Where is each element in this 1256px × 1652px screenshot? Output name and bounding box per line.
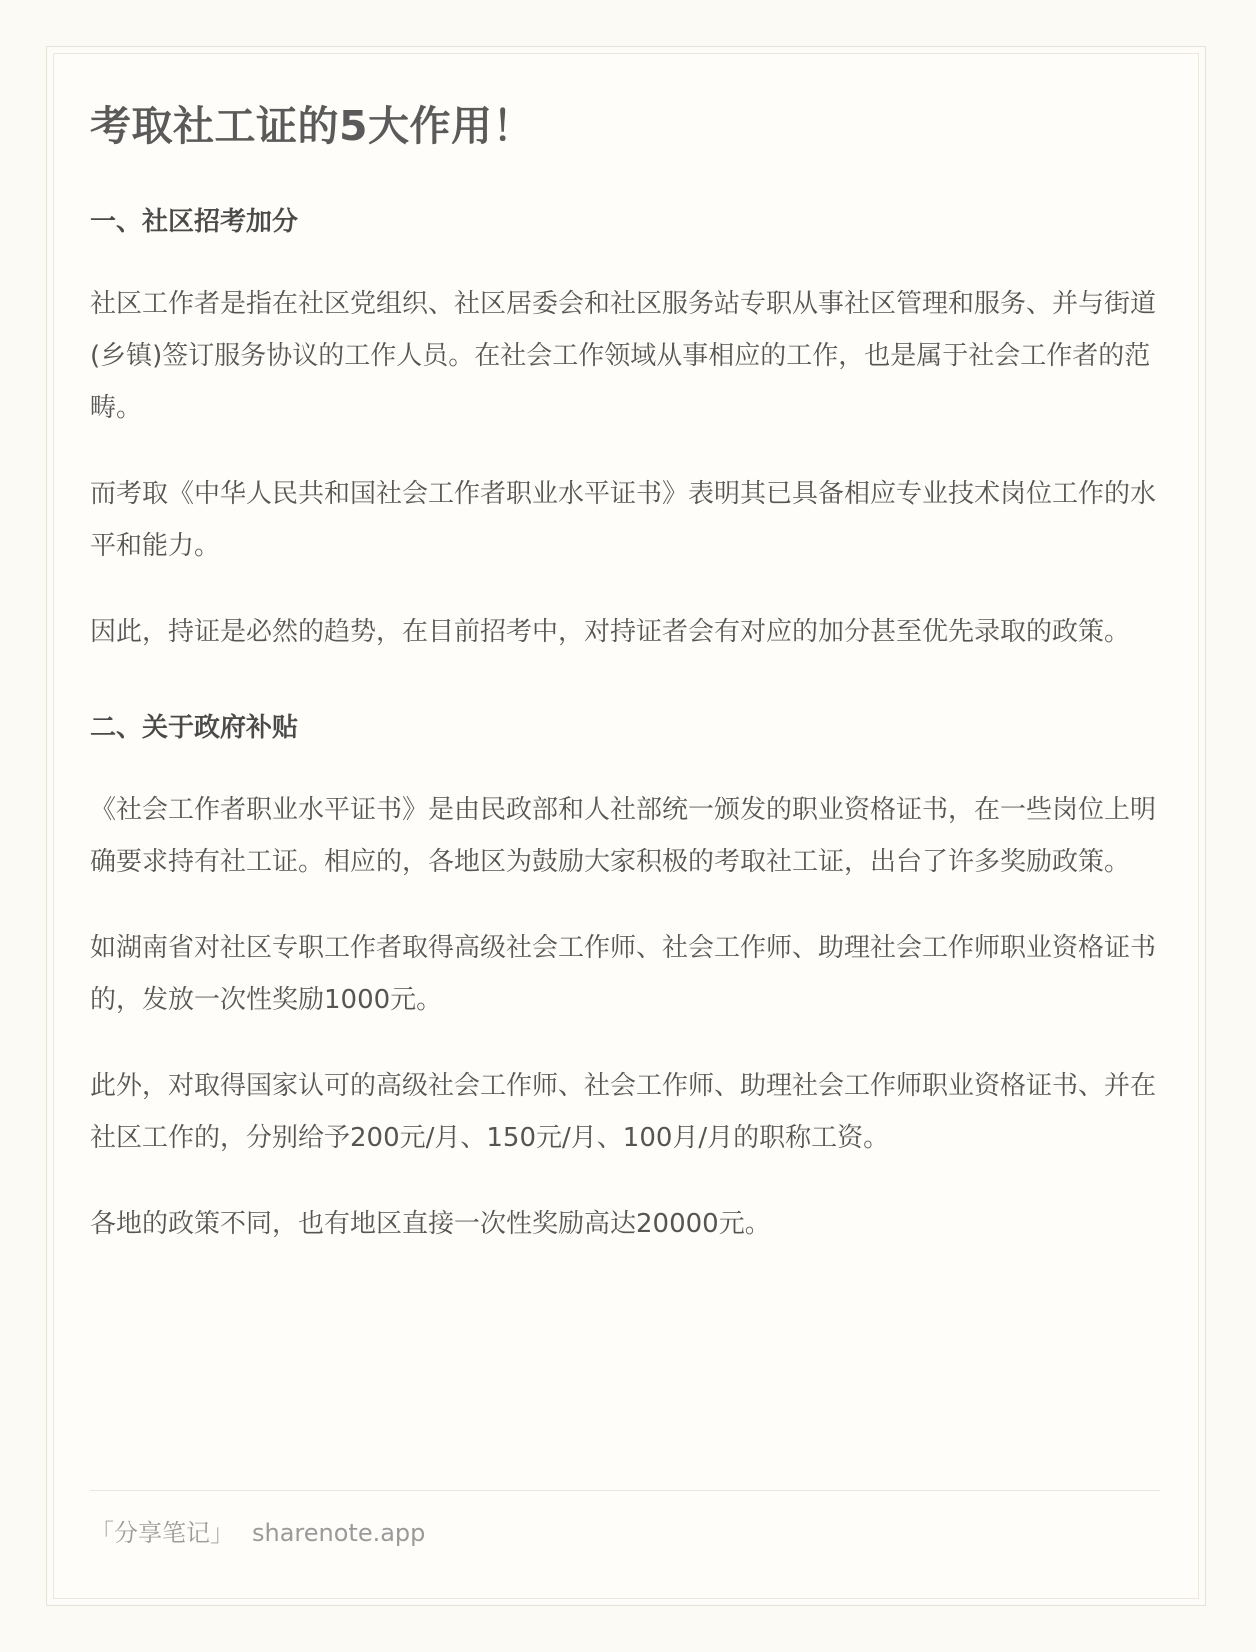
- paragraph-2-2: 如湖南省对社区专职工作者取得高级社会工作师、社会工作师、助理社会工作师职业资格证书的，发放一次性奖励1000元。: [90, 933, 1157, 1015]
- article: [90, 98, 1160, 1250]
- section-heading-2: 二、关于政府补贴: [90, 713, 299, 743]
- paragraph-1-2: 而考取《中华人民共和国社会工作者职业水平证书》表明其已具备相应专业技术岗位工作的水平和能力。: [90, 479, 1157, 561]
- page-title: 考取社工证的5大作用！: [90, 102, 535, 150]
- section-heading-1: 一、社区招考加分: [90, 207, 299, 237]
- footer-site-link[interactable]: sharenote.app: [252, 1519, 426, 1547]
- paragraph-2-4: 各地的政策不同，也有地区直接一次性奖励高达20000元。: [90, 1209, 771, 1239]
- footer-brand: 「分享笔记」: [90, 1519, 234, 1547]
- paragraph-1-3: 因此，持证是必然的趋势，在目前招考中，对持证者会有对应的加分甚至优先录取的政策。: [90, 617, 1131, 647]
- footer: [90, 1516, 425, 1550]
- paragraph-2-1: 《社会工作者职业水平证书》是由民政部和人社部统一颁发的职业资格证书，在一些岗位上明确要求持有社工证。相应的，各地区为鼓励大家积极的考取社工证，出台了许多奖励政策。: [90, 795, 1157, 877]
- paragraph-2-3: 此外，对取得国家认可的高级社会工作师、社会工作师、助理社会工作师职业资格证书、并在社区工作的，分别给予200元/月、150元/月、100月/月的职称工资。: [90, 1071, 1157, 1153]
- footer-divider: [90, 1490, 1160, 1491]
- paragraph-1-1: 社区工作者是指在社区党组织、社区居委会和社区服务站专职从事社区管理和服务、并与街道(乡镇)签订服务协议的工作人员。在社会工作领域从事相应的工作，也是属于社会工作者的范畴。: [90, 289, 1157, 423]
